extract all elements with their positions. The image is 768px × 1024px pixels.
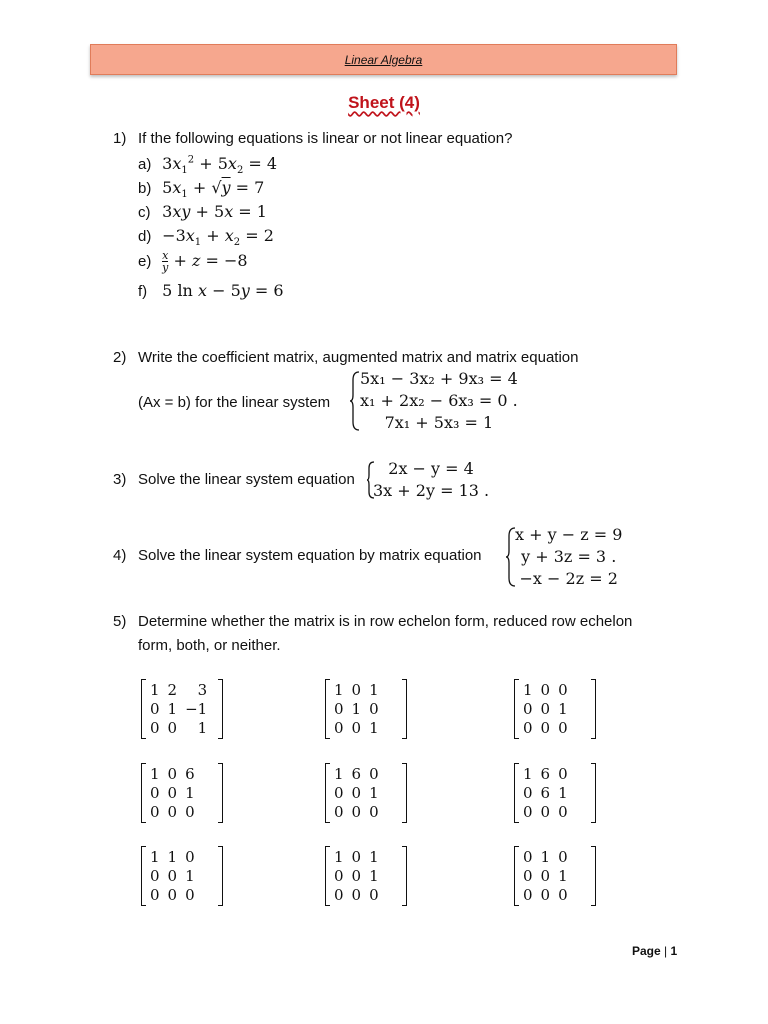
q1-number: 1) <box>113 130 127 147</box>
matrix-cell: 1 <box>167 699 178 718</box>
matrix-cell: 0 <box>523 802 533 821</box>
q1-option-a: a) $3x_1^2 + 5x_2 = 4$ <box>138 154 278 177</box>
q1-option-b: b) $5x_1 + √y = 7$ <box>138 178 265 201</box>
matrix-cell: 3 <box>197 680 208 699</box>
equation-c: 3xy + 5x = 1 <box>162 202 267 221</box>
matrix-cell: 0 <box>558 764 568 783</box>
matrix-cell: 6 <box>540 783 551 802</box>
matrix-cell: 0 <box>150 783 160 802</box>
matrix-cell: 1 <box>334 764 344 783</box>
q3-text: Solve the linear system equation <box>138 471 355 488</box>
q2-text-line2: (Ax = b) for the linear system <box>138 394 331 411</box>
q3-number: 3) <box>113 471 127 488</box>
matrix-2 <box>325 679 407 739</box>
q5-text-line2: form, both, or neither. <box>138 637 281 654</box>
matrix-cell: 0 <box>540 718 551 737</box>
matrix-cell: 0 <box>351 866 362 885</box>
matrix-cell: 1 <box>523 764 533 783</box>
q2-number: 2) <box>113 349 127 366</box>
matrix-4 <box>141 763 223 823</box>
matrix-cell: 6 <box>351 764 362 783</box>
q1-option-d: $d) -3x_1 + x_2 = 2$ <box>138 226 274 249</box>
matrix-cell: 0 <box>523 866 533 885</box>
matrix-cell: 0 <box>334 783 344 802</box>
matrix-cell: 1 <box>558 866 568 885</box>
q2-equation-1: 5x₁ − 3x₂ + 9x₃ = 4 <box>360 369 518 388</box>
q2-equation-3: 7x₁ + 5x₃ = 1 <box>384 413 494 432</box>
matrix-cell: 6 <box>540 764 551 783</box>
q1-option-e: e) $\frac{x}{y}$ + z = −8 <box>138 249 248 274</box>
matrix-cell: 1 <box>334 680 344 699</box>
q1-option-f: f) 5 ln x − 5y = 6 <box>138 281 284 300</box>
page-separator: | <box>664 944 668 958</box>
matrix-cell: 0 <box>185 802 195 821</box>
matrix-cell: 0 <box>334 866 344 885</box>
q4-number: 4) <box>113 547 127 564</box>
course-title: Linear Algebra <box>344 52 423 67</box>
matrix-cell: 0 <box>167 802 178 821</box>
matrix-cell: 0 <box>351 718 362 737</box>
matrix-cell: 0 <box>150 802 160 821</box>
matrix-cell: 0 <box>167 885 178 904</box>
matrix-cell: 0 <box>351 802 362 821</box>
q1-option-c: c) 3xy + 5x = 1 <box>138 202 267 221</box>
matrix-cell: 0 <box>540 802 551 821</box>
matrix-6 <box>514 763 596 823</box>
matrix-cell: 0 <box>558 802 568 821</box>
matrix-cell: 1 <box>540 847 551 866</box>
matrix-cell: 0 <box>334 885 344 904</box>
matrix-cell: 0 <box>558 718 568 737</box>
matrix-cell: 0 <box>334 699 344 718</box>
q4-equation-1: x + y − z = 9 <box>515 525 623 544</box>
matrix-cell: 0 <box>185 847 195 866</box>
matrix-cell: 0 <box>558 885 568 904</box>
matrix-cell: 0 <box>351 680 362 699</box>
q5-number: 5) <box>113 613 127 630</box>
matrix-cell: 0 <box>558 847 568 866</box>
matrix-cell: 1 <box>369 847 379 866</box>
matrix-cell: 0 <box>167 764 178 783</box>
equation-f: 5 ln x − 5y = 6 <box>162 281 284 300</box>
matrix-cell: 0 <box>150 718 160 737</box>
q4-equation-3: −x − 2z = 2 <box>519 569 618 588</box>
matrix-cell: 0 <box>540 680 551 699</box>
matrix-cell: 0 <box>369 802 379 821</box>
matrix-3 <box>514 679 596 739</box>
matrix-cell: 0 <box>351 783 362 802</box>
matrix-1 <box>141 679 223 739</box>
matrix-cell: 1 <box>185 866 195 885</box>
page-footer <box>632 944 677 958</box>
matrix-cell: 0 <box>150 699 160 718</box>
q2-text-line1: Write the coefficient matrix, augmented matrix and matrix equation <box>138 349 579 366</box>
matrix-cell: 6 <box>185 764 195 783</box>
matrix-cell: 0 <box>369 885 379 904</box>
q5-text-line1: Determine whether the matrix is in row echelon form, reduced row echelon <box>138 613 633 630</box>
matrix-cell: 0 <box>523 699 533 718</box>
matrix-7 <box>141 846 223 906</box>
matrix-cell: 1 <box>167 847 178 866</box>
matrix-cell: 0 <box>167 866 178 885</box>
q4-equation-2: y + 3z = 3 . <box>521 547 617 566</box>
matrix-cell: 0 <box>150 866 160 885</box>
matrix-cell: 0 <box>369 699 379 718</box>
equation-d: $-3x_1 + x_2 = 2$ <box>162 226 274 249</box>
page-label: Page <box>632 944 661 958</box>
matrix-cell: 0 <box>523 718 533 737</box>
matrix-8 <box>325 846 407 906</box>
matrix-cell: −1 <box>185 699 208 718</box>
matrix-cell: 1 <box>150 680 160 699</box>
q2-equation-2: x₁ + 2x₂ − 6x₃ = 0 . <box>360 391 518 410</box>
matrix-cell: 0 <box>334 802 344 821</box>
q1-text: If the following equations is linear or not linear equation? <box>138 130 513 147</box>
matrix-cell: 0 <box>558 680 568 699</box>
matrix-cell: 0 <box>369 764 379 783</box>
matrix-cell: 1 <box>351 699 362 718</box>
header-band <box>90 44 677 75</box>
q3-equation-1: 2x − y = 4 <box>388 459 474 478</box>
matrix-cell: 1 <box>185 783 195 802</box>
matrix-cell: 1 <box>369 680 379 699</box>
equation-b: $5x_1 + √y = 7$ <box>162 178 265 201</box>
sheet-title: Sheet (4) <box>348 93 420 112</box>
matrix-cell: 0 <box>540 699 551 718</box>
matrix-cell: 0 <box>540 885 551 904</box>
matrix-cell: 0 <box>540 866 551 885</box>
matrix-cell: 1 <box>369 718 379 737</box>
matrix-cell: 1 <box>369 783 379 802</box>
matrix-cell: 0 <box>523 885 533 904</box>
matrix-cell: 0 <box>523 847 533 866</box>
matrix-cell: 1 <box>150 764 160 783</box>
q4-text: Solve the linear system equation by matrix equation <box>138 547 482 564</box>
matrix-cell: 0 <box>351 847 362 866</box>
matrix-cell: 1 <box>197 718 208 737</box>
matrix-cell: 0 <box>523 783 533 802</box>
equation-e: $\frac{x}{y}$ + z = −8 <box>162 249 248 274</box>
matrix-5 <box>325 763 407 823</box>
matrix-cell: 1 <box>558 783 568 802</box>
q3-equation-2: 3x + 2y = 13 . <box>373 481 490 500</box>
page-number: 1 <box>670 944 678 958</box>
matrix-cell: 1 <box>523 680 533 699</box>
equation-a: $3x_1^2 + 5x_2 = 4$ <box>162 154 278 177</box>
matrix-cell: 0 <box>351 885 362 904</box>
matrix-cell: 0 <box>167 718 178 737</box>
matrix-cell: 1 <box>369 866 379 885</box>
matrix-cell: 0 <box>334 718 344 737</box>
q3-system <box>373 458 489 502</box>
matrix-cell: 0 <box>150 885 160 904</box>
matrix-cell: 2 <box>167 680 178 699</box>
matrix-cell: 1 <box>150 847 160 866</box>
q4-system <box>515 524 622 590</box>
matrix-9 <box>514 846 596 906</box>
q2-system <box>360 368 518 434</box>
matrix-cell: 0 <box>167 783 178 802</box>
matrix-cell: 1 <box>558 699 568 718</box>
matrix-cell: 1 <box>334 847 344 866</box>
matrix-cell: 0 <box>185 885 195 904</box>
